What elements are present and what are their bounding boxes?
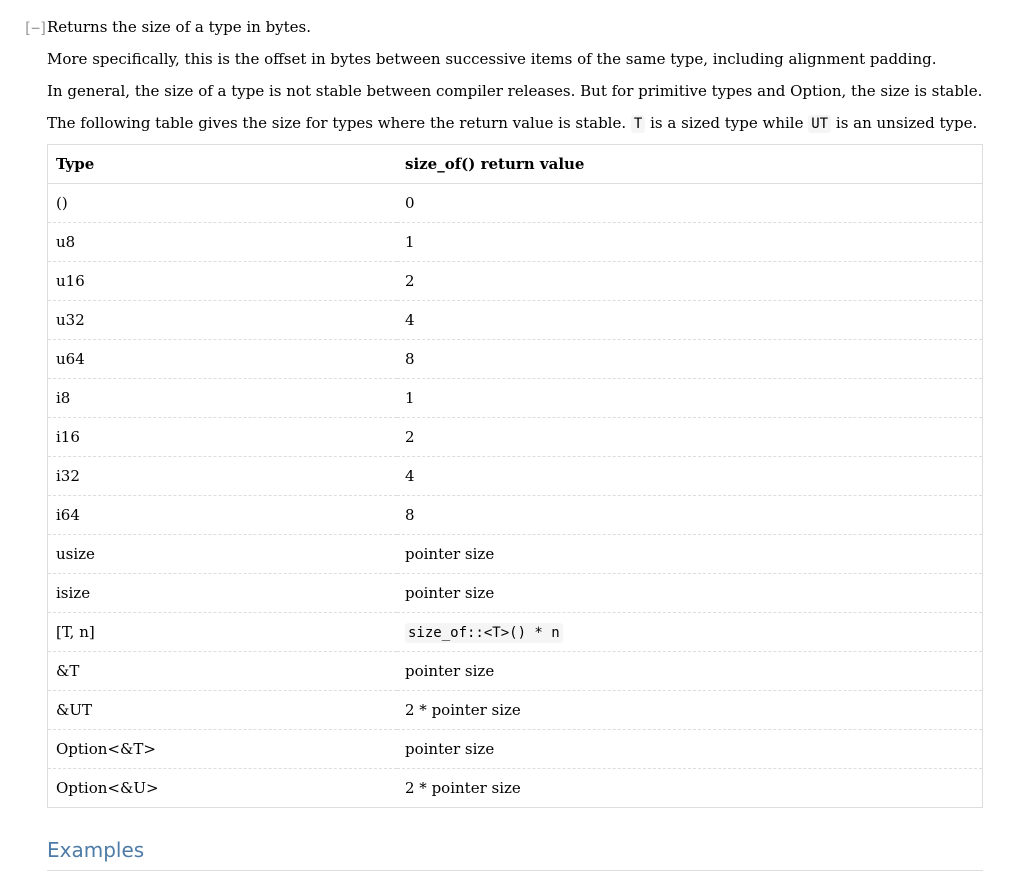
table-intro-part2: is a sized type while bbox=[650, 114, 804, 132]
table-row bbox=[48, 691, 983, 730]
specifics-paragraph: More specifically, this is the offset in bytes between successive items of the same type, including alignment padding. bbox=[47, 50, 937, 68]
cell-value: 2 * pointer size bbox=[397, 769, 983, 808]
table-intro-part3: is an unsized type. bbox=[835, 114, 978, 132]
header-return-value: size_of() return value bbox=[397, 145, 983, 184]
cell-value: 4 bbox=[397, 457, 983, 496]
cell-type: &T bbox=[48, 652, 398, 691]
table-row bbox=[48, 496, 983, 535]
table-row bbox=[48, 301, 983, 340]
cell-type: i64 bbox=[48, 496, 398, 535]
cell-type: [T, n] bbox=[48, 613, 398, 652]
table-row bbox=[48, 457, 983, 496]
table-row bbox=[48, 730, 983, 769]
cell-value bbox=[397, 613, 983, 652]
table-row bbox=[48, 184, 983, 223]
cell-type: u64 bbox=[48, 340, 398, 379]
cell-value: 2 bbox=[397, 418, 983, 457]
cell-value: pointer size bbox=[397, 574, 983, 613]
cell-value: 0 bbox=[405, 194, 415, 212]
table-row bbox=[48, 535, 983, 574]
cell-value: 4 bbox=[397, 301, 983, 340]
cell-type: Option<&U> bbox=[48, 769, 398, 808]
cell-type: u16 bbox=[48, 262, 398, 301]
table-row bbox=[48, 379, 983, 418]
collapse-toggle[interactable]: [−] bbox=[23, 19, 48, 37]
table-row bbox=[48, 223, 983, 262]
cell-value: pointer size bbox=[397, 730, 983, 769]
table-header-row bbox=[48, 145, 983, 184]
table-row bbox=[48, 262, 983, 301]
cell-type: u32 bbox=[48, 301, 398, 340]
table-intro-paragraph bbox=[47, 113, 977, 134]
stability-paragraph: In general, the size of a type is not stable between compiler releases. But for primitive types and Option, the size is stable. bbox=[47, 82, 983, 100]
cell-value: 1 bbox=[397, 379, 983, 418]
code-size-of-expression: size_of::<T>() * n bbox=[405, 623, 563, 643]
cell-value: 8 bbox=[397, 496, 983, 535]
table-intro-part1: The following table gives the size for types where the return value is stable. bbox=[47, 114, 627, 132]
table-row bbox=[48, 574, 983, 613]
cell-type: usize bbox=[48, 535, 398, 574]
table-row bbox=[48, 418, 983, 457]
cell-value: 1 bbox=[397, 223, 983, 262]
table-row bbox=[48, 613, 983, 652]
cell-type: &UT bbox=[48, 691, 398, 730]
table-row bbox=[48, 652, 983, 691]
size-table bbox=[47, 144, 983, 808]
cell-type: isize bbox=[48, 574, 398, 613]
examples-heading[interactable]: Examples bbox=[47, 836, 983, 871]
cell-type: i16 bbox=[48, 418, 398, 457]
cell-value: 2 * pointer size bbox=[397, 691, 983, 730]
code-ut: UT bbox=[808, 115, 831, 133]
cell-type: () bbox=[56, 194, 68, 212]
cell-value: 2 bbox=[397, 262, 983, 301]
cell-type: i32 bbox=[48, 457, 398, 496]
header-type: Type bbox=[48, 145, 398, 184]
cell-value: pointer size bbox=[397, 535, 983, 574]
code-t: T bbox=[631, 115, 645, 133]
table-row bbox=[48, 769, 983, 808]
cell-value: pointer size bbox=[397, 652, 983, 691]
cell-type: u8 bbox=[48, 223, 398, 262]
summary-text: Returns the size of a type in bytes. bbox=[47, 18, 312, 36]
cell-type: Option<&T> bbox=[48, 730, 398, 769]
cell-value: 8 bbox=[397, 340, 983, 379]
table-row bbox=[48, 340, 983, 379]
cell-type: i8 bbox=[48, 379, 398, 418]
